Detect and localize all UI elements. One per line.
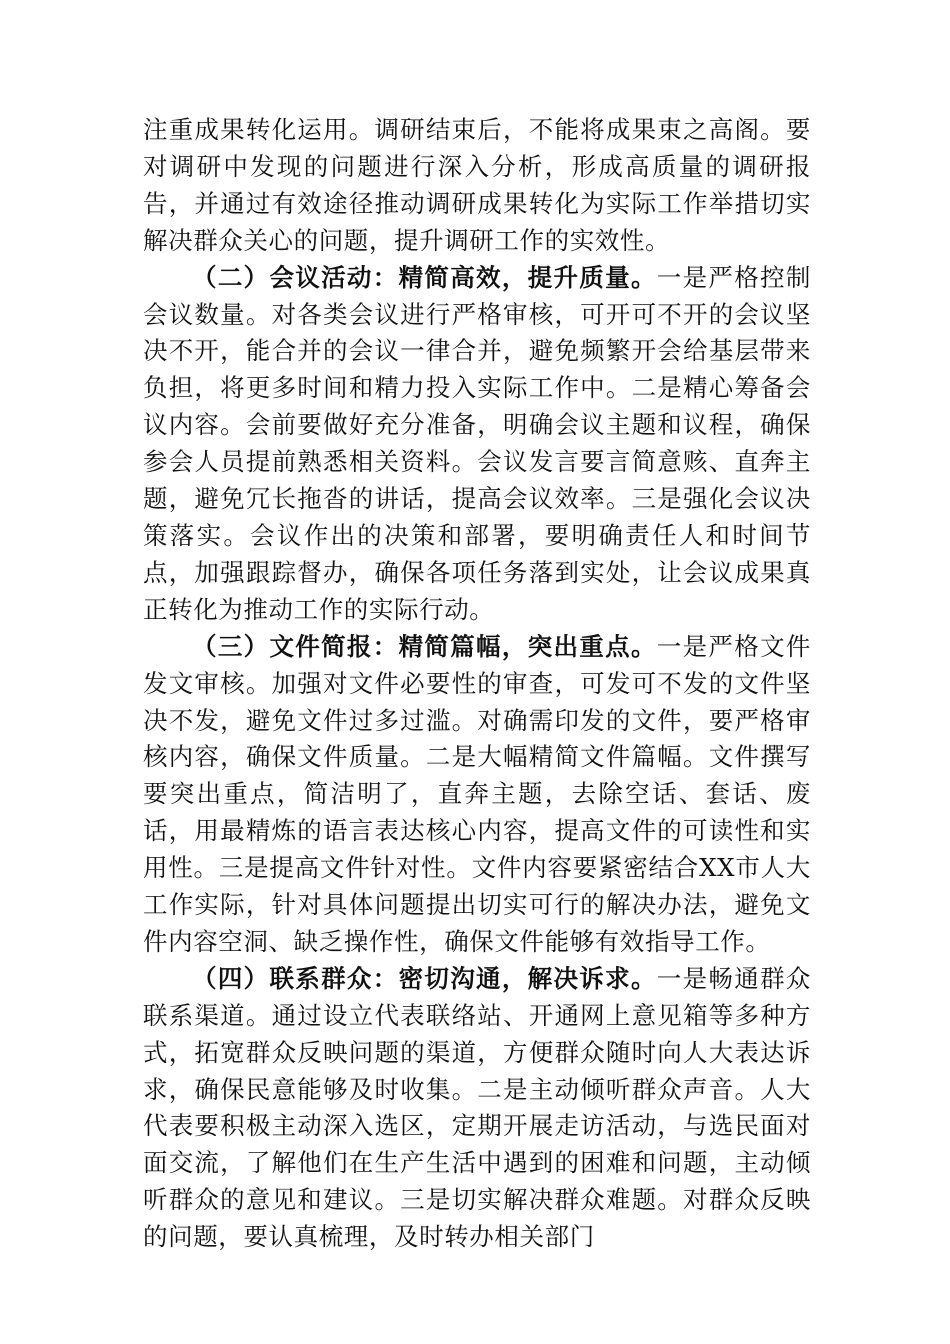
paragraph-1 bbox=[143, 112, 811, 260]
paragraph-1-text: 注重成果转化运用。调研结束后，不能将成果束之高阁。要对调研中发现的问题进行深入分析，形成高质量的调研报告，并通过有效途径推动调研成果转化为实际工作举措切实解决群众关心的问题，提升调研工作的实效性。 bbox=[143, 115, 811, 255]
paragraph-2 bbox=[143, 260, 811, 629]
section-heading-meetings: （二）会议活动：精简高效，提升质量。 bbox=[192, 262, 657, 292]
paragraph-4 bbox=[143, 961, 811, 1256]
paragraph-3-text: 一是严格文件发文审核。加强对文件必要性的审查，可发可不发的文件坚决不发，避免文件过多过滥。对确需印发的文件，要严格审核内容，确保文件质量。二是大幅精简文件篇幅。文件撰写要突出重点，简洁明了，直奔主题，去除空话、套话、废话，用最精炼的语言表达核心内容，提高文件的可读性和实用性。三是提高文件针对性。文件内容要紧密结合XX市人大工作实际，针对具体问题提出切实可行的解决办法，避免文件内容空洞、缺乏操作性，确保文件能够有效指导工作。 bbox=[143, 631, 811, 956]
section-heading-documents: （三）文件简报：精简篇幅，突出重点。 bbox=[192, 631, 657, 661]
section-heading-masses: （四）联系群众：密切沟通，解决诉求。 bbox=[192, 963, 657, 993]
paragraph-3 bbox=[143, 629, 811, 961]
paragraph-4-text: 一是畅通群众联系渠道。通过设立代表联络站、开通网上意见箱等多种方式，拓宽群众反映问题的渠道，方便群众随时向人大表达诉求，确保民意能够及时收集。二是主动倾听群众声音。人大代表要积极主动深入选区，定期开展走访活动，与选民面对面交流，了解他们在生产生活中遇到的困难和问题，主动倾听群众的意见和建议。三是切实解决群众难题。对群众反映的问题，要认真梳理，及时转办相关部门 bbox=[143, 963, 811, 1252]
document-body bbox=[143, 112, 811, 1256]
paragraph-2-text: 一是严格控制会议数量。对各类会议进行严格审核，可开可不开的会议坚决不开，能合并的会议一律合并，避免频繁开会给基层带来负担，将更多时间和精力投入实际工作中。二是精心筹备会议内容。会前要做好充分准备，明确会议主题和议程，确保参会人员提前熟悉相关资料。会议发言要言简意赅、直奔主题，避免冗长拖沓的讲话，提高会议效率。三是强化会议决策落实。会议作出的决策和部署，要明确责任人和时间节点，加强跟踪督办，确保各项任务落到实处，让会议成果真正转化为推动工作的实际行动。 bbox=[143, 262, 811, 624]
